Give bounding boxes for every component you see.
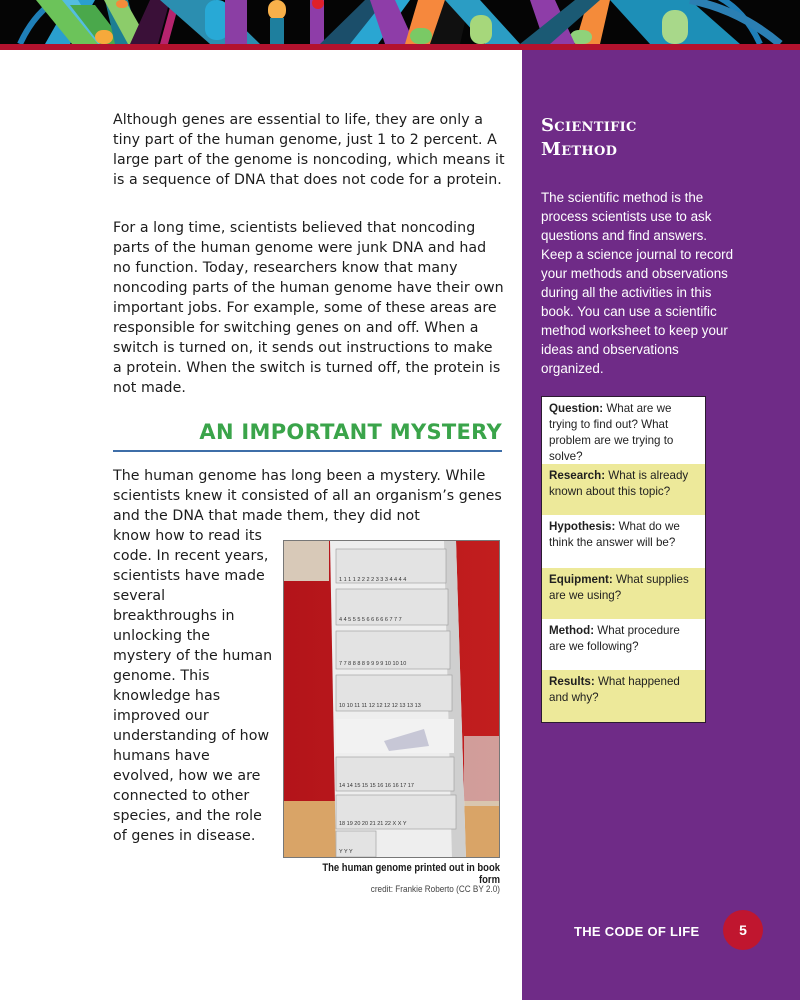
bookshelf-illustration (284, 541, 500, 858)
step-label: Equipment: (549, 573, 613, 586)
genome-books-photo (283, 540, 500, 858)
step-text: What supplies are we using? (549, 573, 689, 602)
step-label: Results: (549, 675, 595, 688)
running-footer-title: THE CODE OF LIFE (574, 924, 700, 939)
step-text: What are we trying to find out? What problem are we trying to solve? (549, 402, 674, 463)
step-text: What is already known about this topic? (549, 469, 689, 498)
step-label: Hypothesis: (549, 520, 616, 533)
body-paragraph-3-wrapped: know how to read its code. In recent years, scientists have made several breakthroughs in unlocking the mystery of the human genome. This knowledge has improved our understanding of how humans have evolved, how we are connected to other species, and the role of genes in disease. (113, 528, 273, 844)
step-text: What happened and why? (549, 675, 680, 704)
scientific-method-sidebar (522, 50, 800, 1000)
svg-text:14 14 15 15 15 16 16 16 17 17: 14 14 15 15 15 16 16 16 17 17 (339, 783, 414, 789)
body-paragraph-2: For a long time, scientists believed that noncoding parts of the human genome were junk DNA and had no function. Today, researchers know that many noncoding parts of the human genome have their own important jobs. For example, some of these areas are responsible for switching genes on and off. When a switch is turned on, it sends out instructions to make a protein. When the switch is turned off, the protein is not made. (113, 220, 504, 396)
step-results (542, 670, 705, 722)
sidebar-title (541, 114, 761, 162)
svg-text:1 1 1 1 2 2 2 2 3 3 3 4 4 4 4: 1 1 1 1 2 2 2 2 3 3 3 4 4 4 4 (339, 577, 407, 583)
step-hypothesis (542, 515, 705, 568)
page-number-badge: 5 (723, 910, 763, 950)
step-label: Method: (549, 624, 595, 637)
svg-text:4 4 5 5 5 5 6 6 6 6 6 7 7 7: 4 4 5 5 5 5 6 6 6 6 6 7 7 7 (339, 617, 402, 623)
step-label: Research: (549, 469, 606, 482)
svg-text:Y Y Y: Y Y Y (339, 849, 353, 855)
dna-header-banner (0, 0, 800, 44)
photo-credit: credit: Frankie Roberto (CC BY 2.0) (370, 884, 500, 895)
section-heading: AN IMPORTANT MYSTERY (199, 420, 502, 444)
dna-helix-illustration (0, 0, 800, 44)
step-method (542, 619, 705, 670)
step-text: What do we think the answer will be? (549, 520, 680, 549)
step-label: Question: (549, 402, 604, 415)
sidebar-title-line-2: Method (541, 139, 618, 160)
svg-text:18 19 20 20 21 21 22 X X Y: 18 19 20 20 21 21 22 X X Y (339, 821, 407, 827)
scientific-method-steps (541, 396, 706, 723)
step-text: What procedure are we following? (549, 624, 680, 653)
photo-caption: The human genome printed out in book form (322, 862, 500, 886)
step-research (542, 464, 705, 515)
body-paragraph-1: Although genes are essential to life, they are only a tiny part of the human genome, just 1 to 2 percent. A large part of the genome is noncoding, which means it is a sequence of DNA that does not code for a protein. (113, 112, 505, 188)
svg-text:7 7 8 8 8 8 9 9 9 9 10 10 10: 7 7 8 8 8 8 9 9 9 9 10 10 10 (339, 661, 407, 667)
sidebar-intro-text: The scientific method is the process scientists use to ask questions and find answers. Keep a science journal to record your methods and observations during all the activities in this book. You can use a scientific method worksheet to keep your ideas and observations organized. (541, 190, 734, 376)
body-paragraph-3: The human genome has long been a mystery. While scientists knew it consisted of all an organism’s genes and the DNA that made them, they did not (113, 468, 502, 524)
sidebar-title-line-1: Scientific (541, 115, 637, 136)
step-question (542, 397, 705, 464)
section-divider (113, 450, 502, 452)
step-equipment (542, 568, 705, 619)
svg-text:10 10 11 11 12 12 12 12 13 13: 10 10 11 11 12 12 12 12 13 13 13 (339, 703, 421, 709)
